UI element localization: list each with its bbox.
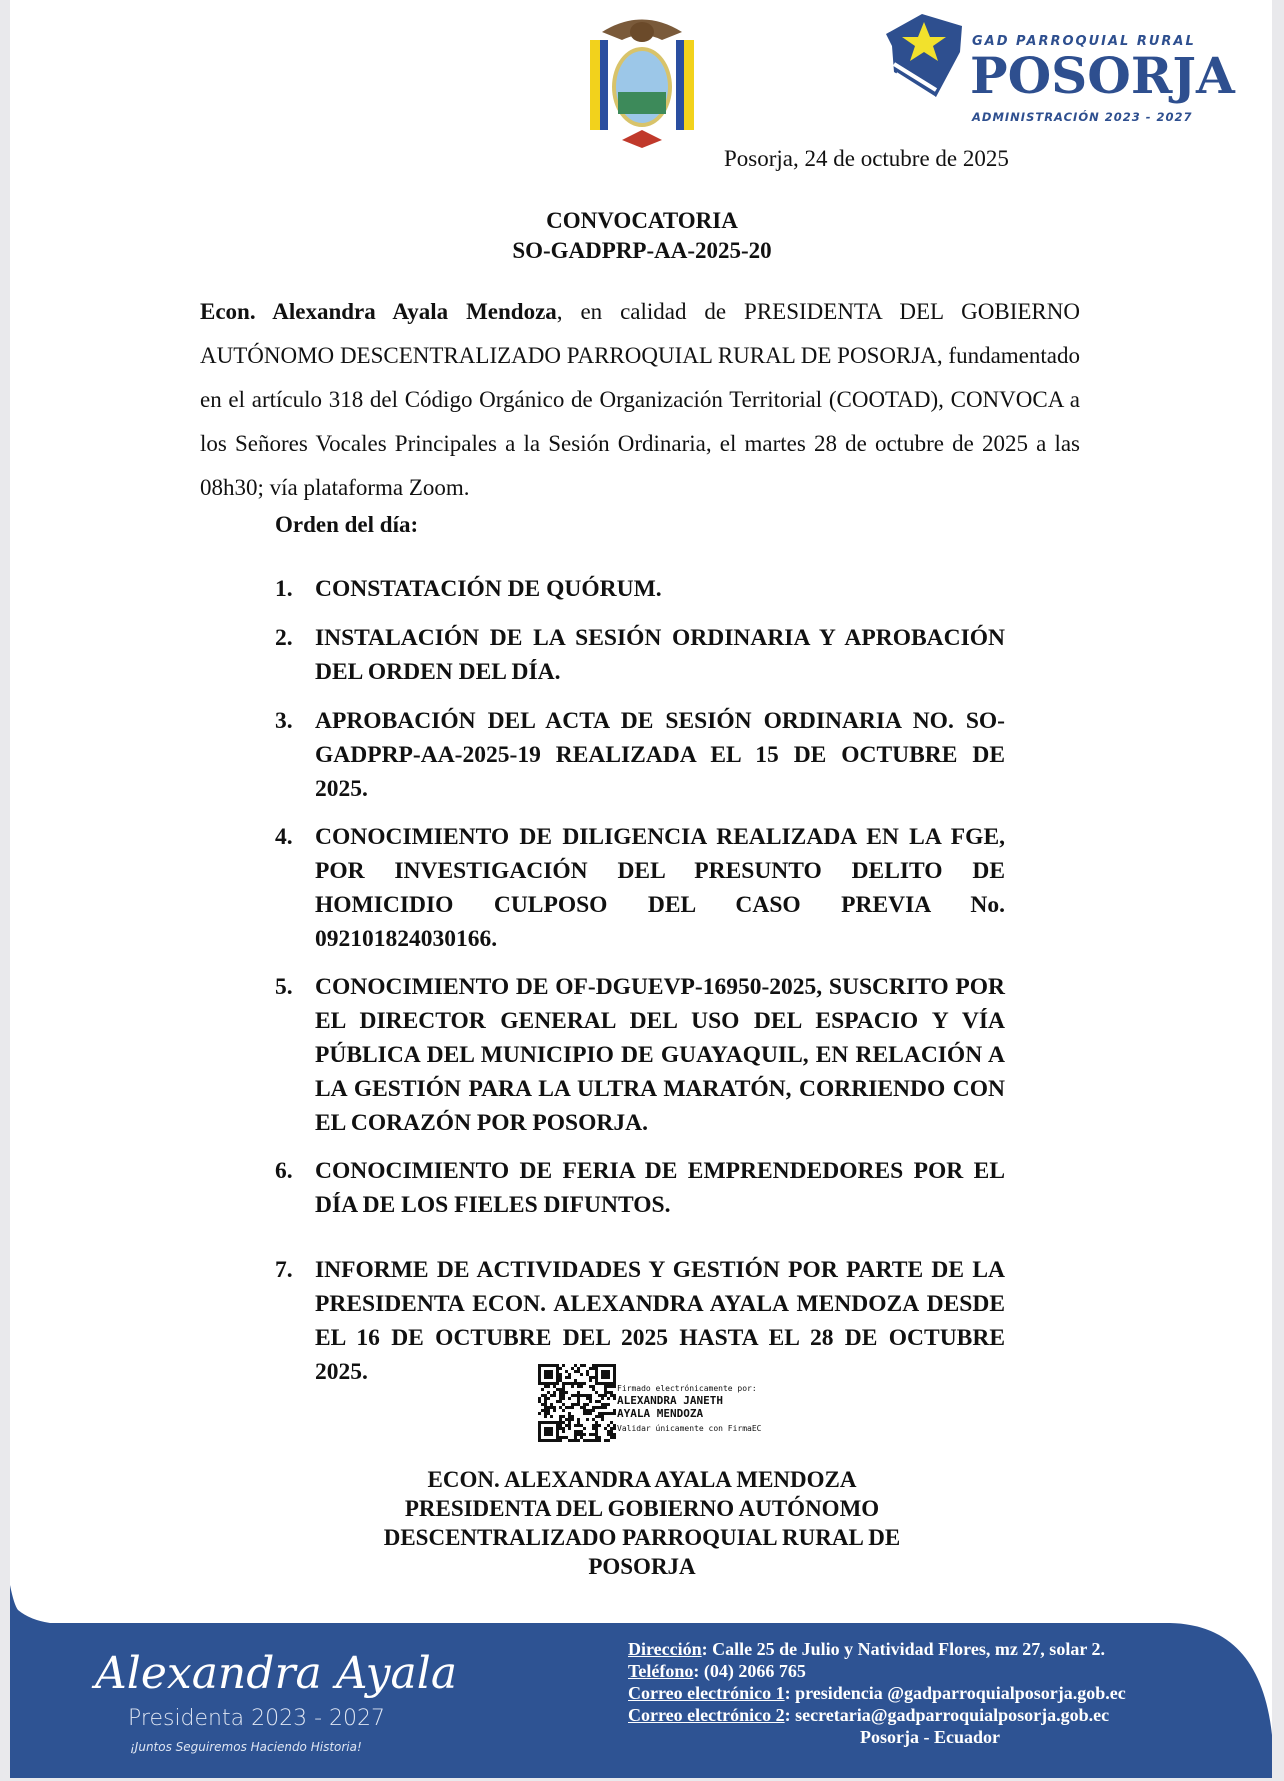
convocation-paragraph [200,290,1080,510]
email1-value: : presidencia @gadparroquialposorja.gob.ec [784,1683,1126,1703]
footer-email1[interactable] [628,1682,1126,1704]
qr-code-icon [538,1364,616,1442]
signer-title: POSORJA [588,1554,696,1579]
item-number: 6. [275,1158,293,1184]
footer-president-role: Presidenta 2023 - 2027 [128,1706,385,1731]
footer-address [628,1638,1126,1660]
item-text: CONOCIMIENTO DE OF-DGUEVP-16950-2025, SUSCRITO POR EL DIRECTOR GENERAL DEL USO DEL ESPACIO Y VÍA PÚBLICA DEL MUNICIPIO DE GUAYAQUIL, EN RELACIÓN A LA GESTIÓN PARA LA ULTRA MARATÓN, CORRIENDO CON EL CORAZÓN POR POSORJA. [315,974,1005,1136]
item-number: 5. [275,974,293,1000]
item-text: CONOCIMIENTO DE FERIA DE EMPRENDEDORES POR EL DÍA DE LOS FIELES DIFUNTOS. [315,1158,1005,1218]
shield-star-icon [882,12,964,97]
footer-contact [628,1638,1126,1748]
document-title: CONVOCATORIA [546,208,738,233]
footer-slogan: ¡Juntos Seguiremos Haciendo Historia! [130,1740,362,1754]
signature-block [0,1465,1284,1581]
esign-label: Firmado electrónicamente por: [617,1384,757,1393]
esign-name1: ALEXANDRA JANETH [617,1394,723,1407]
item-text: APROBACIÓN DEL ACTA DE SESIÓN ORDINARIA NO. SO-GADPRP-AA-2025-19 REALIZADA EL 15 DE OCTUBRE DE 2025. [315,708,1005,802]
phone-value: : (04) 2066 765 [693,1661,806,1681]
footer-president-name: Alexandra Ayala [95,1648,458,1699]
item-text: CONOCIMIENTO DE DILIGENCIA REALIZADA EN LA FGE, POR INVESTIGACIÓN DEL PRESUNTO DELITO DE HOMICIDIO CULPOSO DEL CASO PREVIA No. 092101824030166. [315,824,1005,952]
esign-name2: AYALA MENDOZA [617,1407,704,1420]
agenda-item [275,621,1005,689]
document-code: SO-GADPRP-AA-2025-20 [512,238,772,263]
item-text: CONSTATACIÓN DE QUÓRUM. [315,576,662,602]
coat-of-arms-icon [582,12,702,148]
convener-name: Econ. Alexandra Ayala Mendoza [200,299,557,324]
footer-city: Posorja - Ecuador [860,1727,1000,1747]
address-label: Dirección [628,1639,702,1659]
email2-label: Correo electrónico 2 [628,1705,785,1725]
agenda-item [275,1253,1005,1389]
agenda-item [275,1154,1005,1222]
footer-email2[interactable] [628,1704,1126,1726]
agenda-item [275,572,1005,606]
phone-label: Teléfono [628,1661,694,1681]
footer-phone [628,1660,1126,1682]
item-number: 7. [275,1257,293,1283]
document-date: Posorja, 24 de octubre de 2025 [724,146,1009,171]
email1-label: Correo electrónico 1 [628,1683,785,1703]
electronic-signature [617,1383,762,1434]
address-value: : Calle 25 de Julio y Natividad Flores, mz 27, solar 2. [701,1639,1105,1659]
convocation-text: , en calidad de PRESIDENTA DEL GOBIERNO AUTÓNOMO DESCENTRALIZADO PARROQUIAL RURAL DE POSORJA, fundamentado en el artículo 318 del Código Orgánico de Organización Territorial (COOTAD), CONVOCA a los Señores Vocales Principales a la Sesión Ordinaria, el martes 28 de octubre de 2025 a las 08h30; vía plataforma Zoom. [200,299,1080,500]
email2-value: : secretaria@gadparroquialposorja.gob.ec [784,1705,1110,1725]
agenda-item [275,820,1005,956]
item-number: 1. [275,576,293,602]
agenda-heading: Orden del día: [275,512,419,537]
item-text: INSTALACIÓN DE LA SESIÓN ORDINARIA Y APROBACIÓN DEL ORDEN DEL DÍA. [315,625,1005,685]
signer-name: ECON. ALEXANDRA AYALA MENDOZA [427,1467,857,1492]
esign-validate: Validar únicamente con FirmaEC [617,1424,762,1433]
item-text: INFORME DE ACTIVIDADES Y GESTIÓN POR PARTE DE LA PRESIDENTA ECON. ALEXANDRA AYALA MENDOZA DESDE EL 16 DE OCTUBRE DEL 2025 HASTA EL 28 DE OCTUBRE 2025. [315,1257,1005,1385]
gad-posorja-logo: GAD PARROQUIAL RURAL POSORJA ADMINISTRACIÓN 2023 - 2027 [882,12,1212,127]
signer-title: DESCENTRALIZADO PARROQUIAL RURAL DE [383,1525,901,1550]
agenda-item [275,704,1005,806]
item-number: 2. [275,625,293,651]
agenda-item [275,970,1005,1140]
item-number: 4. [275,824,293,850]
item-number: 3. [275,708,293,734]
signer-title: PRESIDENTA DEL GOBIERNO AUTÓNOMO [404,1496,880,1521]
